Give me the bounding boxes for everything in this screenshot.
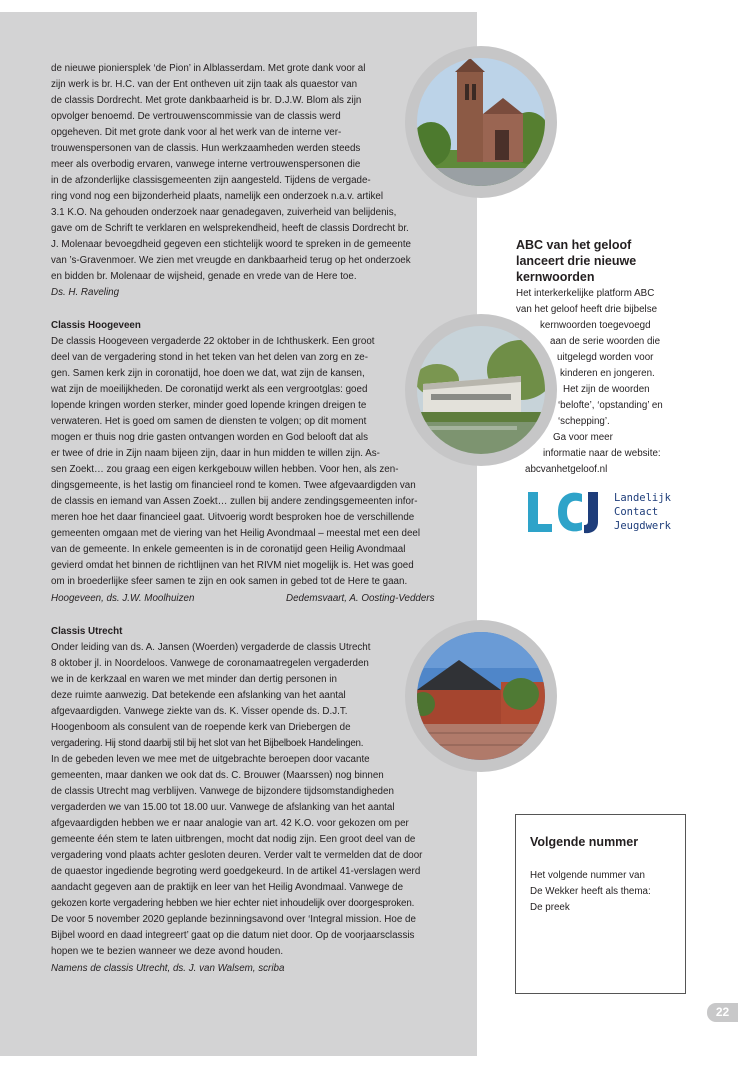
lcj-logo-text: Landelijk (614, 492, 671, 504)
lcj-logo-text: Contact (614, 506, 659, 518)
sidebar-text-line: uitgelegd worden voor (557, 352, 654, 363)
sidebar-text-line: kinderen en jongeren. (560, 368, 655, 379)
text-line: gevierd omdat het binnen de richtlijnen van het RIVM niet mogelijk is. Het was goed (51, 560, 414, 571)
signature: Namens de classis Utrecht, ds. J. van Walsem, scriba (51, 963, 285, 974)
text-line: meer als overbodig ervaren, vanwege interne vertrouwenspersonen die (51, 159, 361, 170)
page-number: 22 (707, 1003, 738, 1022)
section-heading: Classis Hoogeveen (51, 320, 141, 331)
lcj-logo-text: Jeugdwerk (614, 520, 671, 532)
ichthuskerk-photo (417, 326, 545, 454)
sidebar-text-line: kernwoorden toegevoegd (540, 320, 651, 331)
sidebar-text-line: ‘belofte’, ‘opstanding’ en (558, 400, 663, 411)
text-line: De classis Hoogeveen vergaderde 22 oktober in de Ichthuskerk. Een groot (51, 336, 375, 347)
text-line: gemeenten, maar danken we ook dat ds. C. Brouwer (Maarssen) nog binnen (51, 770, 384, 781)
text-line: van ’s-Gravenmoer. We zien met vreugde en dankbaarheid terug op het onderzoek (51, 255, 411, 266)
text-line: gemeenten omgaan met de viering van het Heilig Avondmaal – meestal met een deel (51, 528, 421, 539)
sidebar-text-line: Ga voor meer (553, 432, 613, 443)
text-line: de classis Dordrecht. Met grote dankbaarheid is br. D.J.W. Blom als zijn (51, 95, 362, 106)
text-line: Onder leiding van ds. A. Jansen (Woerden) vergaderde de classis Utrecht (51, 642, 371, 653)
next-issue-line: De Wekker heeft als thema: (530, 886, 651, 897)
text-line: 3.1 K.O. Na gehouden onderzoek naar genadegaven, zuiverheid van belijdenis, (51, 207, 397, 218)
text-line: mogen er thuis nog drie gasten ontvangen worden en God belooft dat als (51, 432, 368, 443)
text-line: de nieuwe pioniersplek ‘de Pion’ in Alblasserdam. Met grote dank voor al (51, 63, 366, 74)
next-issue-title: Volgende nummer (530, 835, 639, 849)
text-line: vergaderden we van 15.00 tot 18.00 uur. Vanwege de afslanking van het aantal (51, 802, 395, 813)
text-line: De voor 5 november 2020 geplande bezinningsavond over ‘Integral mission. Hoe de (51, 914, 416, 925)
text-line: afgevaardigden hebben we er naar analogie van art. 42 K.O. voor gekozen om per (51, 818, 409, 829)
sidebar-text-line: van het geloof heeft drie bijbelse (516, 304, 658, 315)
text-line: de classis Utrecht mag verblijven. Vanwege de bijzondere tijdsomstandigheden (51, 786, 394, 797)
text-line: er twee of drie in Zijn naam bijeen zijn, daar in hun midden te willen zijn. As- (51, 448, 380, 459)
text-line: en bidden br. Molenaar de wijsheid, genade en vrede van de Here toe. (51, 271, 357, 282)
text-line: opgeheven. Dit met grote dank voor al het werk van de interne ver- (51, 127, 342, 138)
text-line: vergadering. Hij stond daarbij stil bij het slot van het Bijbelboek Handelingen. (51, 738, 364, 749)
sidebar-text-line: abcvanhetgeloof.nl (525, 464, 608, 475)
text-line: verwateren. Het is goed om samen de diensten te volgen; op dit moment (51, 416, 367, 427)
signature-left: Hoogeveen, ds. J.W. Moolhuizen (51, 593, 195, 604)
text-line: gekozen korte vergadering hebben we hier echter niet inhoudelijk over doorgesproken. (51, 898, 415, 909)
lcj-logo-mark (526, 490, 612, 534)
text-line: sen Zoekt… zou graag een eigen kerkgebouw willen hebben. Voor hen, als zen- (51, 464, 399, 475)
sidebar-title: kernwoorden (516, 270, 595, 284)
text-line: dingsgemeente, is het lastig om financieel rond te komen. Twee afgevaardigden van (51, 480, 416, 491)
text-line: deel van de vergadering stond in het teken van het delen van zorg en ze- (51, 352, 368, 363)
next-issue-line: Het volgende nummer van (530, 870, 645, 881)
sidebar-title: ABC van het geloof (516, 238, 632, 252)
text-line: Hoogenboom als consulent van de roepende kerk van Driebergen de (51, 722, 351, 733)
text-line: meren hoe het daar financieel gaat. Uitvoerig wordt besproken hoe de verschillende (51, 512, 415, 523)
text-line: gemeente één stem te laten uitbrengen, mocht dat nodig zijn. Een groot deel van de (51, 834, 416, 845)
text-line: we in de kerkzaal en waren we met minder dan dertig personen in (51, 674, 337, 685)
text-line: de quaestor ingediende begroting werd goedgekeurd. In de artikel 41-verslagen werd (51, 866, 421, 877)
next-issue-line: De preek (530, 902, 570, 913)
text-line: gen. Samen kerk zijn in coronatijd, hoe doen we dat, wat zijn de kansen, (51, 368, 365, 379)
text-line: In de gebeden leven we mee met de uitgebrachte beroepen door vacante (51, 754, 370, 765)
text-line: zijn werk is br. H.C. van der Ent ontheven uit zijn taak als quaestor van (51, 79, 358, 90)
noordeloos-church-photo (417, 632, 545, 760)
text-line: aandacht gegeven aan de praktijk en leer van het Heilig Avondmaal. Vanwege de (51, 882, 404, 893)
text-line: 8 oktober jl. in Noordeloos. Vanwege de coronamaatregelen vergaderden (51, 658, 369, 669)
text-line: Bijbel woord en daad integreert’ gaat op die datum niet door. Op de voorjaarsclassis (51, 930, 415, 941)
text-line: de classis en iemand van Assen Zoekt… zullen bij andere zendingsgemeenten infor- (51, 496, 418, 507)
text-line: deze ruimte aanwezig. Dat betekende een afslanking van het aantal (51, 690, 346, 701)
text-line: lopende kringen worden sterker, minder goed lopende kringen dreigen te (51, 400, 367, 411)
sidebar-text-line: aan de serie woorden die (550, 336, 661, 347)
text-line: ring vond nog een bijzonderheid plaats, namelijk een onderzoek n.a.v. artikel (51, 191, 384, 202)
text-line: in de afzonderlijke classisgemeenten zijn aangesteld. Tijdens de vergade- (51, 175, 371, 186)
text-line: gave om de Schrift te verklaren en welsprekendheid, heeft de classis Dordrecht br. (51, 223, 409, 234)
text-line: J. Molenaar bevoegdheid gegeven een stichtelijk woord te spreken in de gemeente (51, 239, 411, 250)
text-line: hopen we te bezien wanneer we deze avond houden. (51, 946, 284, 957)
sidebar-text-line: Het interkerkelijke platform ABC (516, 288, 655, 299)
text-line: om in broederlijke sfeer samen te zijn en ook samen in gebed tot de Here te gaan. (51, 576, 408, 587)
sidebar-text-line: ‘schepping’. (558, 416, 610, 427)
signature: Ds. H. Raveling (51, 287, 120, 298)
sidebar-text-line: Het zijn de woorden (563, 384, 650, 395)
text-line: van de gemeente. In enkele gemeenten is in de coronatijd geen Heilig Avondmaal (51, 544, 406, 555)
sidebar-title: lanceert drie nieuwe (516, 254, 637, 268)
signature-right: Dedemsvaart, A. Oosting-Vedders (286, 593, 435, 604)
section-heading: Classis Utrecht (51, 626, 123, 637)
next-issue-box (515, 814, 686, 994)
text-line: afgevaardigden. Vanwege ziekte van ds. K. Visser opende ds. D.J.T. (51, 706, 348, 717)
sidebar-text-line: informatie naar de website: (543, 448, 661, 459)
text-line: vergadering vond plaats achter gesloten deuren. Verder valt te vermelden dat de door (51, 850, 423, 861)
text-line: wat zijn de moeilijkheden. De coronatijd werkt als een vergrootglas: goed (51, 384, 368, 395)
church-tower-photo (417, 58, 545, 186)
text-line: trouwenspersonen van de classis. Hun werkzaamheden werden steeds (51, 143, 361, 154)
text-line: opvolger benoemd. De vertrouwenscommissie van de classis werd (51, 111, 341, 122)
